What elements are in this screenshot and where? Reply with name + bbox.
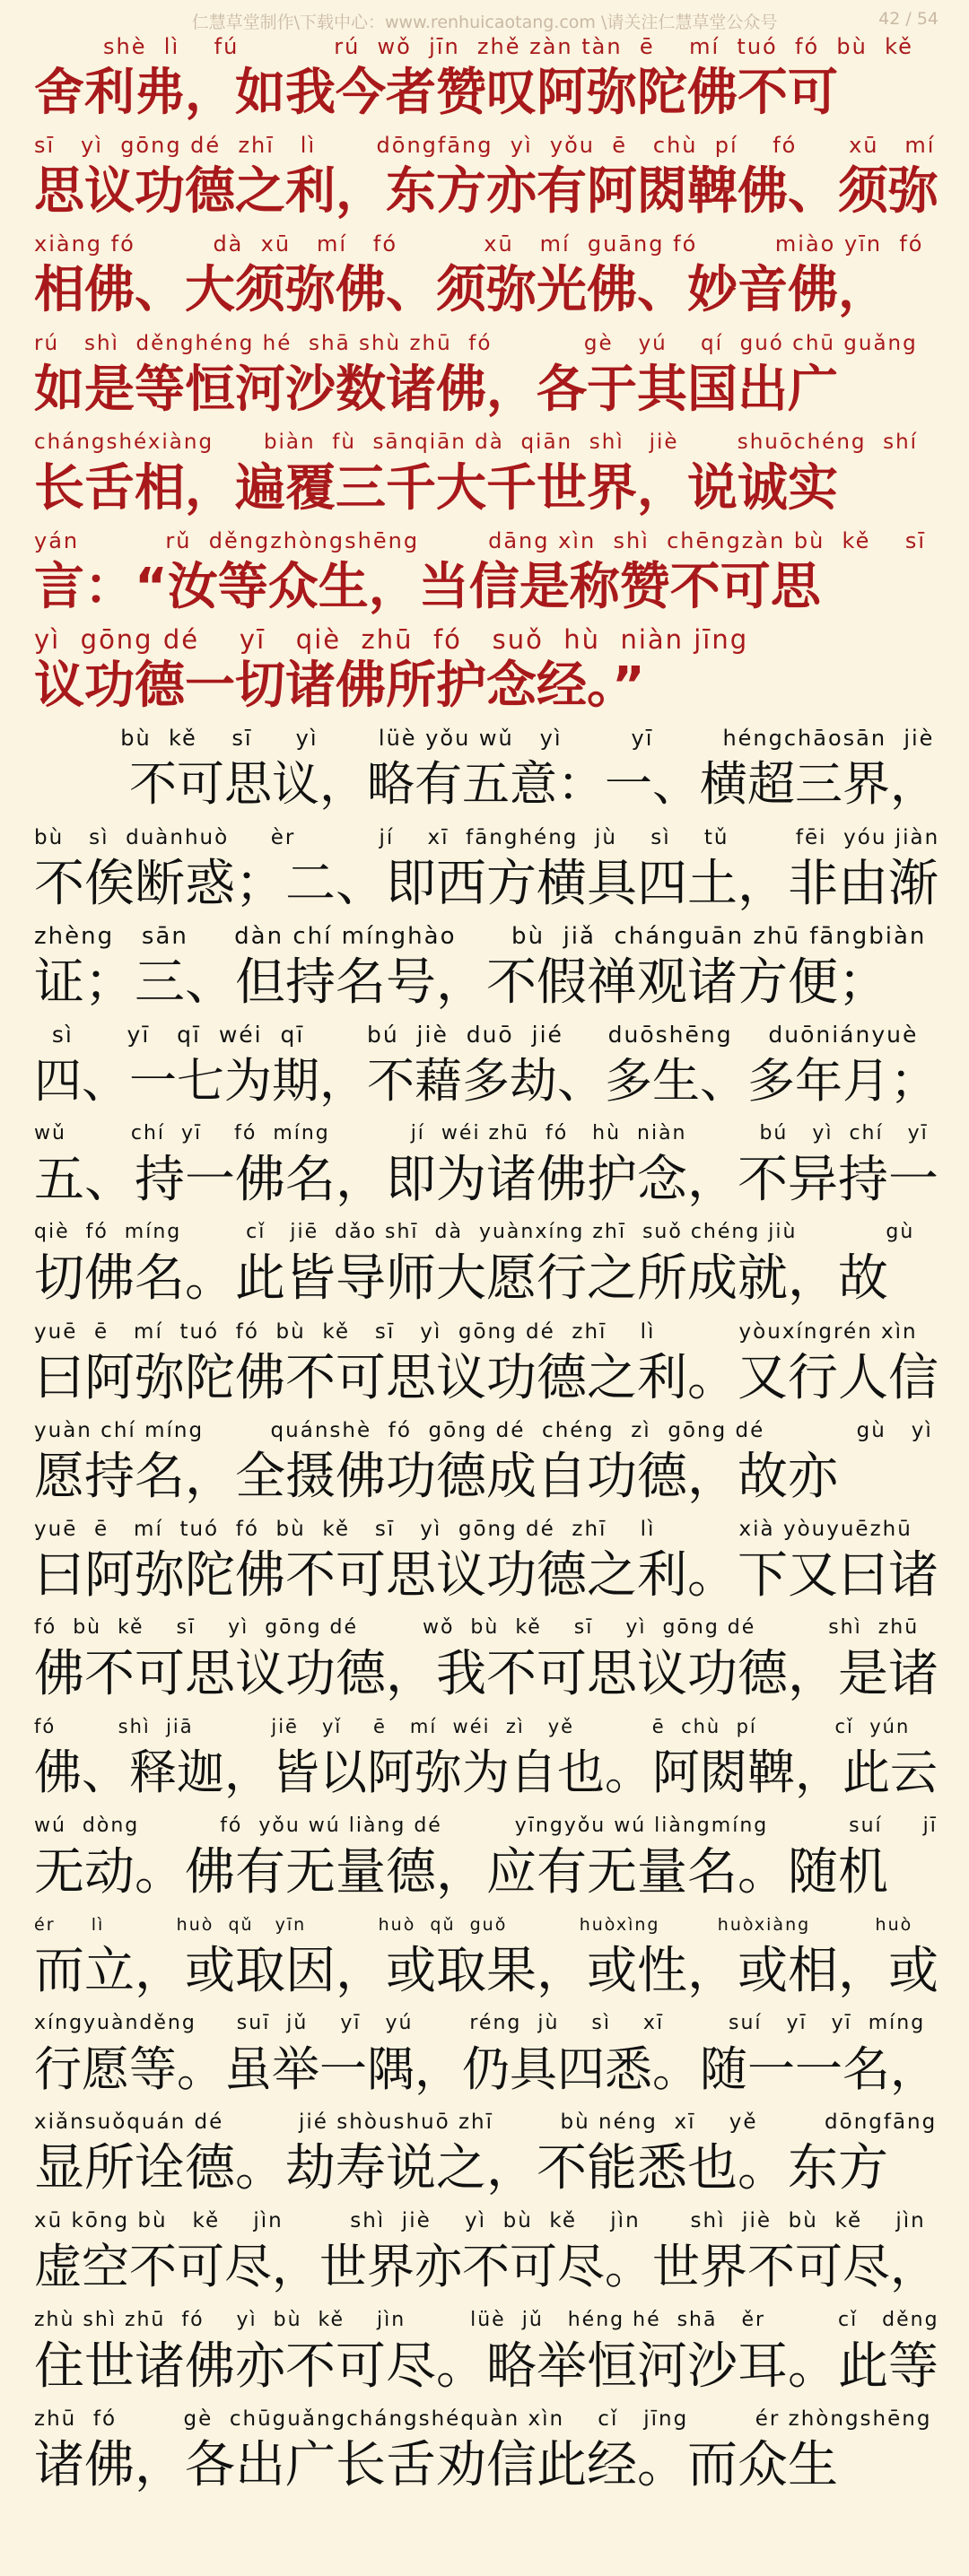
- pinyin-annotation: xū kōng bù kě jìn shì jiè yì bù kě jìn shì jiè bù kě jìn: [34, 2209, 926, 2233]
- commentary-line: [34, 1909, 940, 2009]
- sutra-line: [34, 30, 940, 131]
- pinyin-annotation: shè lì fú rú wǒ jīn zhě zàn tàn ē mí tuó fó bù kě: [34, 34, 913, 59]
- pinyin-annotation: bù sì duànhuò èr jí xī fānghéng jù sì tǔ fēi yóu jiàn: [34, 825, 940, 849]
- pinyin-annotation: yuàn chí míng quánshè fó gōng dé chéng zì gōng dé gù yì: [34, 1418, 933, 1442]
- chinese-text: 议功德一切诸佛所护念经。”: [34, 657, 645, 716]
- commentary-line: [34, 1019, 940, 1119]
- commentary-line: [34, 1414, 940, 1515]
- pinyin-annotation: fó shì jiā jiē yǐ ē mí wéi zì yě ē chù pí cǐ yún: [34, 1716, 911, 1738]
- chinese-text: 曰阿弥陀佛不可思议功德之利。又行人信: [34, 1348, 938, 1407]
- pinyin-annotation: fó bù kě sī yì gōng dé wǒ bù kě sī yì gōng dé shì zhū: [34, 1616, 920, 1640]
- pinyin-annotation: yán rǔ děngzhòngshēng dāng xìn shì chēngzàn bù kě sī: [34, 528, 927, 553]
- pinyin-annotation: zhèng sān dàn chí mínghào bù jiǎ chánguān zhū fāngbiàn: [34, 922, 927, 950]
- pinyin-annotation: zhù shì zhū fó yì bù kě jìn lüè jǔ héng hé shā ěr cǐ děng: [34, 2308, 939, 2331]
- sutra-line: [34, 623, 940, 724]
- pinyin-annotation: yì gōng dé yī qiè zhū fó suǒ hù niàn jīng: [34, 624, 749, 656]
- chinese-text: 五、持一佛名，即为诸佛护念，不异持一: [34, 1151, 938, 1210]
- chinese-text: 四、一七为期，不藉多劫、多生、多年月；: [34, 1054, 938, 1109]
- chinese-text: 舍利弗，如我今者赞叹阿弥陀佛不可: [34, 64, 838, 122]
- commentary-line: [34, 1316, 940, 1416]
- chinese-text: 长舌相，遍覆三千大千世界，说诚实: [34, 458, 838, 518]
- pinyin-annotation: xiǎnsuǒquán dé jié shòushuō zhī bù néng xī yě dōngfāng: [34, 2110, 938, 2135]
- commentary-line: [34, 1810, 940, 1910]
- sutra-line: [34, 426, 940, 527]
- commentary-line: [34, 2007, 940, 2108]
- commentary-line: [34, 1710, 940, 1811]
- header-credit-text: 仁慧草堂制作\下载中心：www.renhuicaotang.com \请关注仁慧草堂公众号: [191, 13, 778, 32]
- pinyin-annotation: qiè fó míng cǐ jiē dǎo shī dà yuànxíng zhī suǒ chéng jiù gù: [34, 1221, 915, 1244]
- chinese-text: 相佛、大须弥佛、须弥光佛、妙音佛，: [34, 261, 888, 320]
- commentary-line: [34, 920, 940, 1021]
- pinyin-annotation: rú shì děnghéng hé shā shù zhū fó gè yú qí guó chū guǎng: [34, 331, 918, 355]
- pinyin-annotation: bù kě sī yì lüè yǒu wǔ yì yī héngchāosān jiè: [34, 726, 935, 752]
- commentary-line: [34, 1513, 940, 1614]
- chinese-text: 佛不可思议功德，我不可思议功德，是诸: [34, 1645, 938, 1704]
- pinyin-annotation: wú dòng fó yǒu wú liàng dé yīngyǒu wú liàngmíng suí jī: [34, 1814, 938, 1837]
- chinese-text: 思议功德之利，东方亦有阿閦鞞佛、须弥: [34, 162, 938, 222]
- pinyin-annotation: yuē ē mí tuó fó bù kě sī yì gōng dé zhī lì xià yòuyuēzhū: [34, 1518, 912, 1541]
- pinyin-annotation: yuē ē mí tuó fó bù kě sī yì gōng dé zhī lì yòuxíngrén xìn: [34, 1319, 918, 1344]
- chinese-text: 如是等恒河沙数诸佛，各于其国出广: [34, 360, 838, 419]
- pinyin-annotation: sī yì gōng dé zhī lì dōngfāng yì yǒu ē chù pí fó xū mí: [34, 133, 936, 159]
- pinyin-annotation: ér lì huò qǔ yīn huò qǔ guǒ huòxìng huòxiàng huò: [34, 1914, 913, 1935]
- chinese-text: 佛、释迦，皆以阿弥为自也。阿閦鞞，此云: [34, 1745, 938, 1801]
- commentary-line: [34, 1612, 940, 1712]
- commentary-line: [34, 1118, 940, 1218]
- commentary-line: [34, 2205, 940, 2305]
- commentary-line: [34, 2106, 940, 2206]
- chinese-text: 不可思议，略有五意：一、横超三界，: [34, 757, 938, 813]
- chinese-text: 愿持名，全摄佛功德成自功德，故亦: [34, 1447, 838, 1506]
- chinese-text: 不俟断惑；二、即西方横具四土，非由渐: [34, 854, 938, 913]
- commentary-line: [34, 1216, 940, 1317]
- pinyin-annotation: zhū fó gè chūguǎngchángshéquàn xìn cǐ jīng ér zhòngshēng: [34, 2406, 932, 2431]
- chinese-text: 住世诸佛亦不可尽。略举恒河沙耳。此等: [34, 2337, 938, 2396]
- sutra-line: [34, 525, 940, 625]
- commentary-line: [34, 822, 940, 922]
- sutra-line: [34, 228, 940, 328]
- pinyin-annotation: xiàng fó dà xū mí fó xū mí guāng fó miào yīn fó: [34, 231, 924, 257]
- chinese-text: 而立，或取因，或取果，或性，或相，或: [34, 1941, 938, 2000]
- commentary-line: [34, 2403, 940, 2503]
- pinyin-annotation: xíngyuànděng suī jǔ yī yú réng jù sì xī suí yī yī míng: [34, 2012, 926, 2034]
- pinyin-annotation: chángshéxiàng biàn fù sānqiān dà qiān shì jiè shuōchéng shí: [34, 430, 919, 454]
- chinese-text: 证；三、但持名号，不假禅观诸方便；: [34, 953, 888, 1012]
- chinese-text: 无动。佛有无量德，应有无量名。随机: [34, 1842, 888, 1902]
- sutra-line: [34, 327, 940, 428]
- pinyin-annotation: wǔ chí yī fó míng jí wéi zhū fó hù niàn bú yì chí yī: [34, 1122, 929, 1145]
- chinese-text: 切佛名。此皆导师大愿行之所成就，故: [34, 1249, 888, 1309]
- commentary-line: [34, 2304, 940, 2405]
- chinese-text: 行愿等。虽举一隅，仍具四悉。随一一名，: [34, 2042, 938, 2097]
- chinese-text: 曰阿弥陀佛不可思议功德之利。下又曰诸: [34, 1546, 938, 1605]
- chinese-text: 显所诠德。劫寿说之，不能悉也。东方: [34, 2139, 888, 2198]
- chinese-text: 虚空不可尽，世界亦不可尽。世界不可尽，: [34, 2240, 938, 2295]
- pinyin-annotation: sì yī qī wéi qī bú jiè duō jié duōshēng duōniányuè: [34, 1022, 919, 1048]
- chinese-text: 言：“汝等众生，当信是称赞不可思: [34, 558, 821, 616]
- sutra-line: [34, 129, 940, 230]
- commentary-line: [34, 722, 940, 822]
- page-number: 42 / 54: [878, 9, 938, 29]
- chinese-text: 诸佛，各出广长舌劝信此经。而众生: [34, 2435, 838, 2494]
